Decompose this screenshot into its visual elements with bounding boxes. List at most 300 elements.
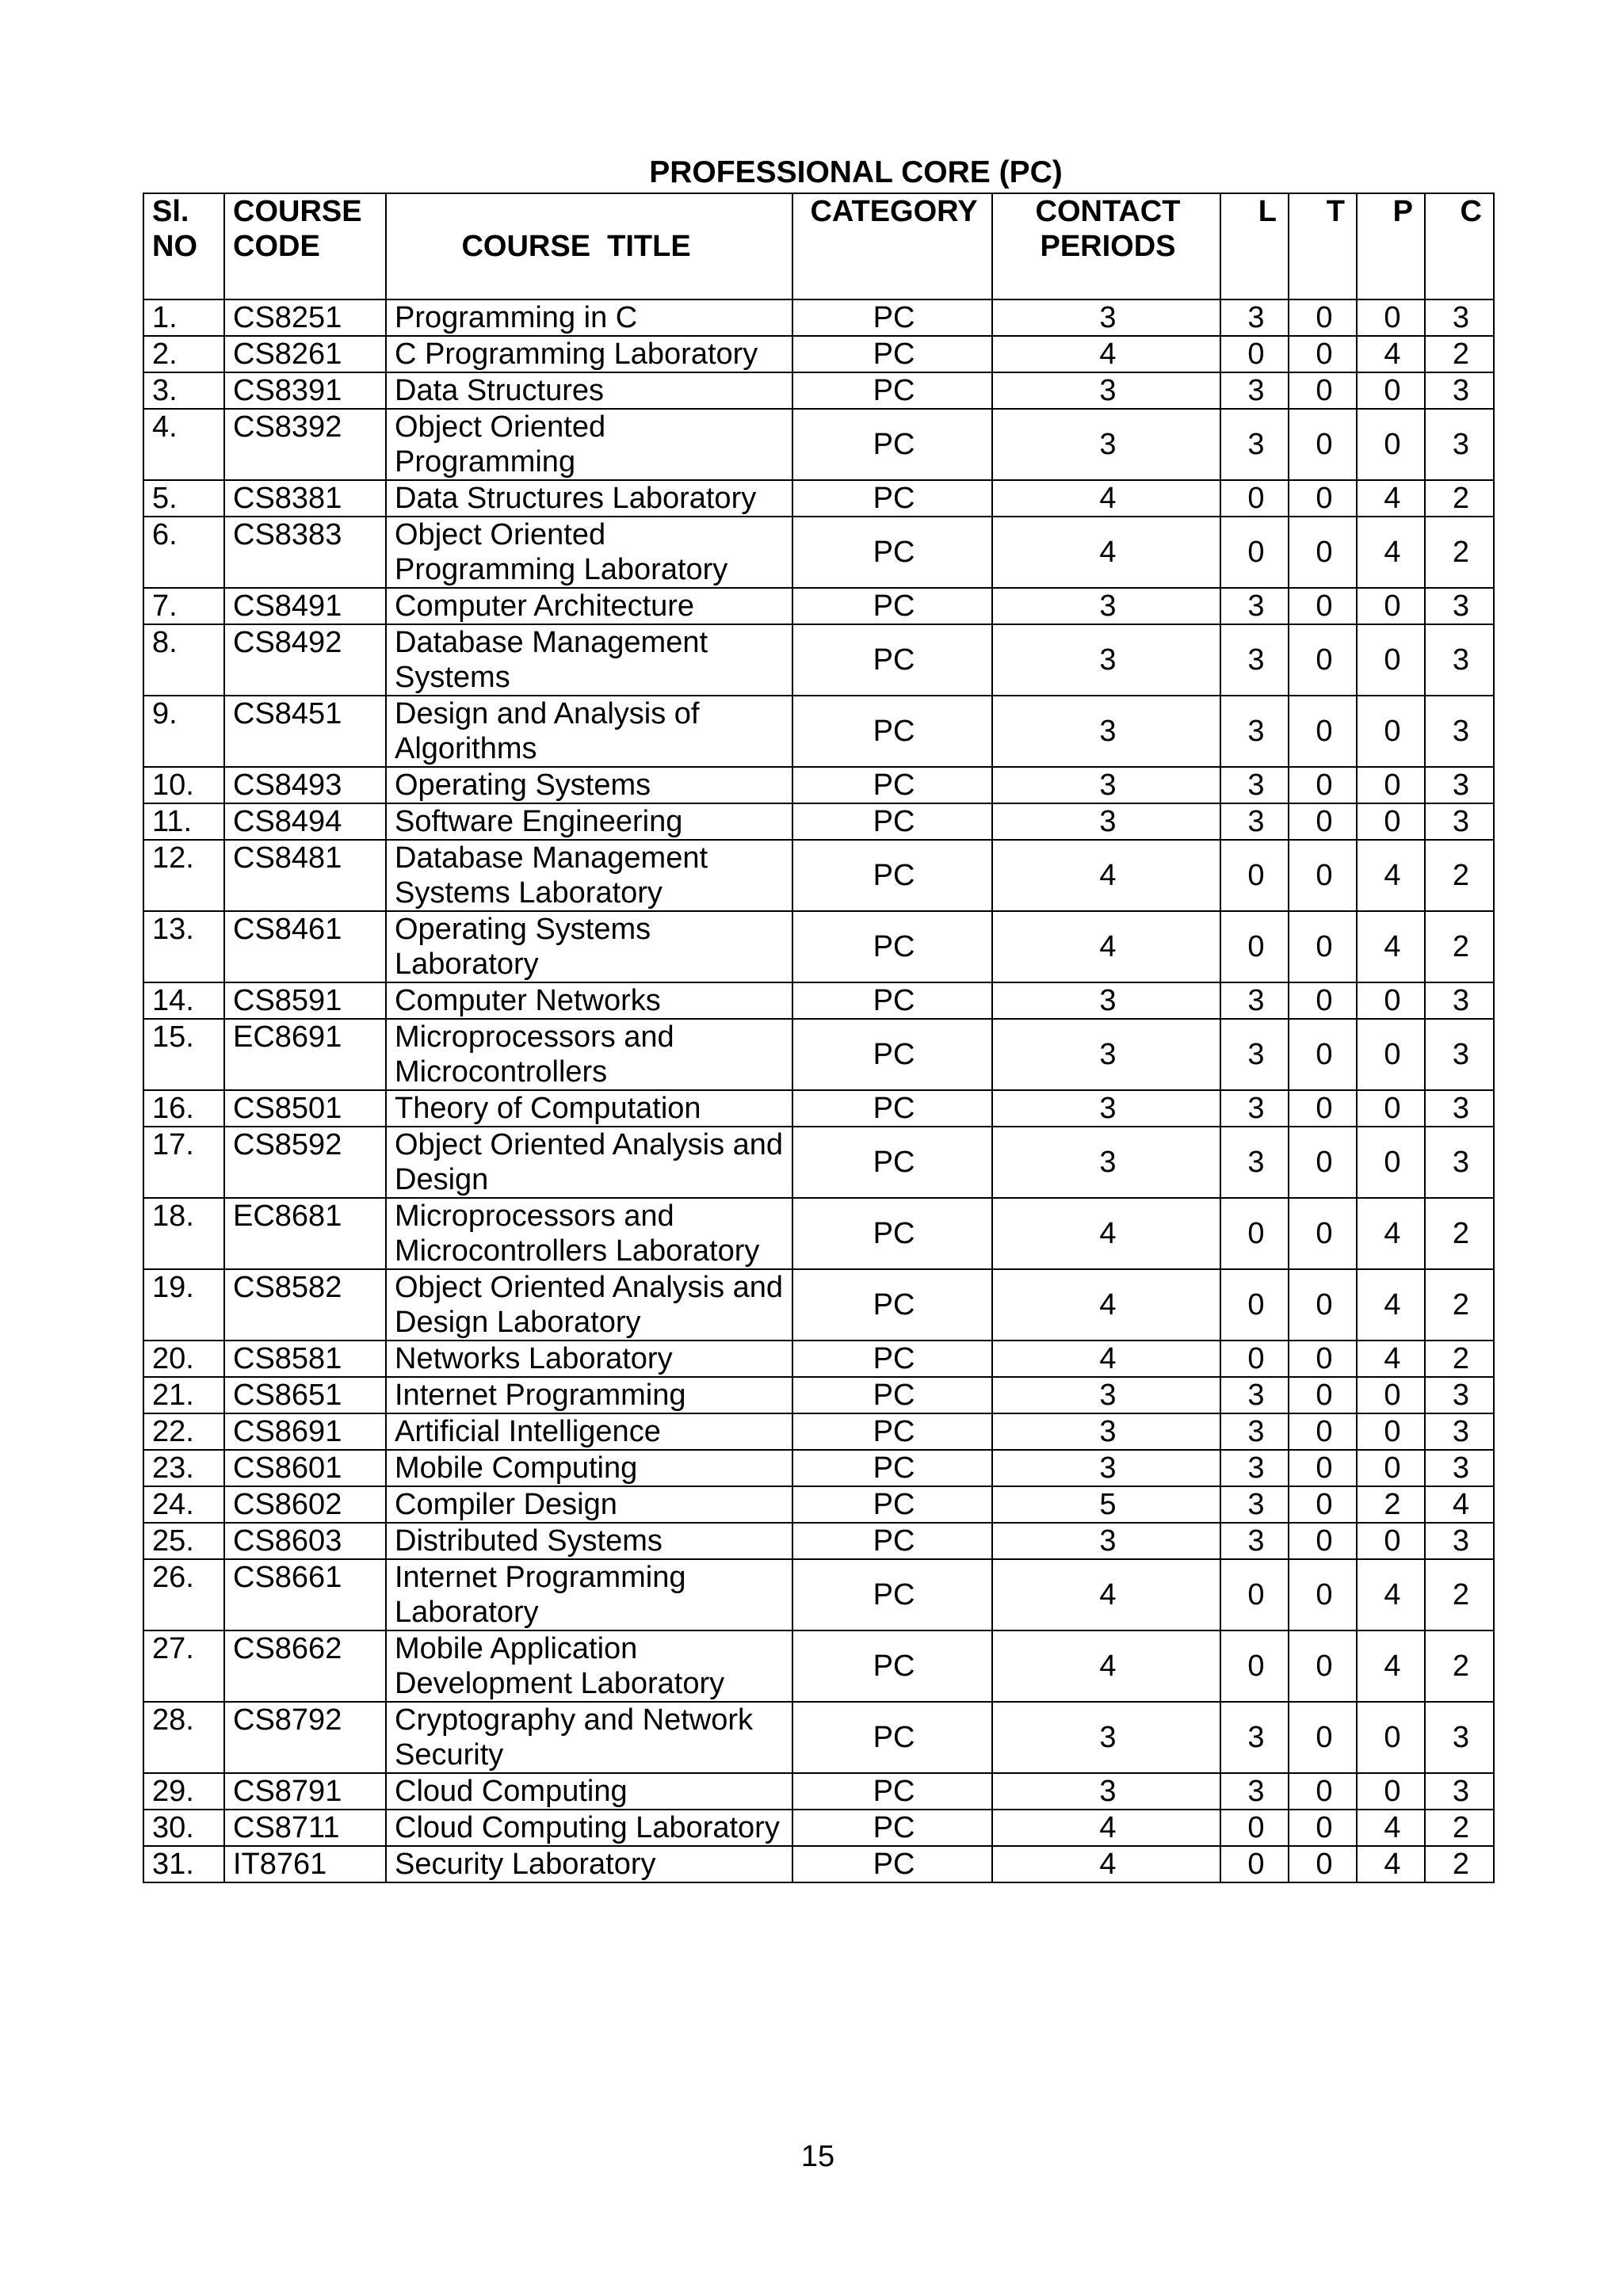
cell-p: 0 bbox=[1357, 1127, 1425, 1198]
cell-t: 0 bbox=[1289, 409, 1357, 480]
cell-contact-periods: 4 bbox=[992, 1198, 1220, 1269]
header-sl-no bbox=[143, 193, 224, 299]
cell-l: 3 bbox=[1220, 803, 1289, 840]
cell-course-title: Object Oriented Analysis and Design Laboratory bbox=[386, 1269, 792, 1341]
table-row bbox=[143, 840, 1494, 911]
header-sl-no-line2: NO bbox=[152, 230, 197, 263]
cell-course-code: CS8501 bbox=[224, 1090, 386, 1127]
cell-course-title: Design and Analysis of Algorithms bbox=[386, 696, 792, 767]
cell-l: 3 bbox=[1220, 1019, 1289, 1090]
header-course-code-line2: CODE bbox=[233, 230, 320, 263]
cell-category: PC bbox=[792, 1198, 992, 1269]
cell-t: 0 bbox=[1289, 1413, 1357, 1450]
cell-t: 0 bbox=[1289, 1198, 1357, 1269]
cell-t: 0 bbox=[1289, 1090, 1357, 1127]
cell-sl-no: 1. bbox=[143, 299, 224, 336]
cell-course-code: CS8651 bbox=[224, 1377, 386, 1413]
cell-sl-no: 2. bbox=[143, 336, 224, 372]
cell-course-title: Data Structures Laboratory bbox=[386, 480, 792, 517]
cell-course-code: CS8662 bbox=[224, 1630, 386, 1702]
cell-contact-periods: 3 bbox=[992, 696, 1220, 767]
cell-t: 0 bbox=[1289, 1341, 1357, 1377]
header-category-text: CATEGORY bbox=[810, 195, 978, 228]
cell-t: 0 bbox=[1289, 1846, 1357, 1882]
cell-course-code: CS8792 bbox=[224, 1702, 386, 1773]
cell-course-title: Database Management Systems Laboratory bbox=[386, 840, 792, 911]
cell-course-code: CS8481 bbox=[224, 840, 386, 911]
cell-l: 0 bbox=[1220, 336, 1289, 372]
cell-l: 3 bbox=[1220, 1773, 1289, 1810]
cell-p: 4 bbox=[1357, 1341, 1425, 1377]
cell-l: 0 bbox=[1220, 1810, 1289, 1846]
cell-p: 4 bbox=[1357, 1198, 1425, 1269]
cell-c: 3 bbox=[1425, 624, 1494, 696]
cell-t: 0 bbox=[1289, 1773, 1357, 1810]
cell-c: 2 bbox=[1425, 840, 1494, 911]
cell-t: 0 bbox=[1289, 299, 1357, 336]
cell-l: 0 bbox=[1220, 480, 1289, 517]
cell-category: PC bbox=[792, 767, 992, 803]
header-c bbox=[1425, 193, 1494, 299]
cell-contact-periods: 4 bbox=[992, 1846, 1220, 1882]
cell-l: 0 bbox=[1220, 840, 1289, 911]
cell-category: PC bbox=[792, 409, 992, 480]
cell-sl-no: 18. bbox=[143, 1198, 224, 1269]
cell-t: 0 bbox=[1289, 911, 1357, 982]
header-contact-periods-line2: PERIODS bbox=[1040, 230, 1176, 263]
cell-l: 3 bbox=[1220, 1127, 1289, 1198]
cell-contact-periods: 3 bbox=[992, 982, 1220, 1019]
cell-l: 3 bbox=[1220, 1523, 1289, 1559]
cell-l: 0 bbox=[1220, 1341, 1289, 1377]
cell-p: 4 bbox=[1357, 1846, 1425, 1882]
cell-sl-no: 23. bbox=[143, 1450, 224, 1486]
header-course-code bbox=[224, 193, 386, 299]
cell-p: 4 bbox=[1357, 840, 1425, 911]
header-contact-periods-line1: CONTACT bbox=[1035, 195, 1181, 228]
cell-contact-periods: 3 bbox=[992, 1523, 1220, 1559]
cell-t: 0 bbox=[1289, 840, 1357, 911]
cell-c: 2 bbox=[1425, 1810, 1494, 1846]
cell-t: 0 bbox=[1289, 1630, 1357, 1702]
cell-category: PC bbox=[792, 1846, 992, 1882]
cell-p: 4 bbox=[1357, 480, 1425, 517]
cell-category: PC bbox=[792, 1341, 992, 1377]
cell-l: 3 bbox=[1220, 1377, 1289, 1413]
cell-p: 0 bbox=[1357, 1377, 1425, 1413]
cell-course-title: Cryptography and Network Security bbox=[386, 1702, 792, 1773]
table-row bbox=[143, 372, 1494, 409]
cell-t: 0 bbox=[1289, 372, 1357, 409]
cell-course-title: Operating Systems bbox=[386, 767, 792, 803]
table-row bbox=[143, 1269, 1494, 1341]
cell-p: 4 bbox=[1357, 336, 1425, 372]
table-body bbox=[143, 299, 1494, 1882]
cell-course-code: CS8581 bbox=[224, 1341, 386, 1377]
header-category bbox=[792, 193, 992, 299]
cell-contact-periods: 3 bbox=[992, 1702, 1220, 1773]
cell-course-title: Internet Programming bbox=[386, 1377, 792, 1413]
cell-course-code: CS8601 bbox=[224, 1450, 386, 1486]
cell-c: 3 bbox=[1425, 767, 1494, 803]
cell-t: 0 bbox=[1289, 1486, 1357, 1523]
cell-c: 3 bbox=[1425, 1523, 1494, 1559]
cell-course-code: CS8251 bbox=[224, 299, 386, 336]
cell-l: 3 bbox=[1220, 696, 1289, 767]
cell-l: 0 bbox=[1220, 517, 1289, 588]
cell-p: 0 bbox=[1357, 588, 1425, 624]
cell-l: 0 bbox=[1220, 1269, 1289, 1341]
cell-course-code: CS8261 bbox=[224, 336, 386, 372]
cell-t: 0 bbox=[1289, 767, 1357, 803]
cell-category: PC bbox=[792, 840, 992, 911]
cell-sl-no: 17. bbox=[143, 1127, 224, 1198]
cell-category: PC bbox=[792, 624, 992, 696]
cell-course-title: Mobile Computing bbox=[386, 1450, 792, 1486]
cell-c: 3 bbox=[1425, 409, 1494, 480]
cell-course-title: Programming in C bbox=[386, 299, 792, 336]
cell-course-title: Computer Architecture bbox=[386, 588, 792, 624]
cell-c: 3 bbox=[1425, 982, 1494, 1019]
cell-contact-periods: 4 bbox=[992, 840, 1220, 911]
cell-sl-no: 9. bbox=[143, 696, 224, 767]
table-row bbox=[143, 1630, 1494, 1702]
cell-sl-no: 19. bbox=[143, 1269, 224, 1341]
cell-category: PC bbox=[792, 1702, 992, 1773]
cell-course-code: CS8591 bbox=[224, 982, 386, 1019]
cell-t: 0 bbox=[1289, 624, 1357, 696]
cell-c: 2 bbox=[1425, 1198, 1494, 1269]
cell-course-title: Theory of Computation bbox=[386, 1090, 792, 1127]
cell-course-title: Object Oriented Programming Laboratory bbox=[386, 517, 792, 588]
cell-sl-no: 25. bbox=[143, 1523, 224, 1559]
cell-t: 0 bbox=[1289, 1377, 1357, 1413]
header-t-text: T bbox=[1326, 195, 1345, 228]
table-row bbox=[143, 1377, 1494, 1413]
cell-sl-no: 29. bbox=[143, 1773, 224, 1810]
cell-p: 4 bbox=[1357, 1630, 1425, 1702]
cell-l: 3 bbox=[1220, 1702, 1289, 1773]
cell-course-title: Compiler Design bbox=[386, 1486, 792, 1523]
cell-l: 3 bbox=[1220, 1486, 1289, 1523]
cell-contact-periods: 4 bbox=[992, 1341, 1220, 1377]
cell-l: 3 bbox=[1220, 1413, 1289, 1450]
cell-sl-no: 6. bbox=[143, 517, 224, 588]
cell-sl-no: 21. bbox=[143, 1377, 224, 1413]
cell-sl-no: 28. bbox=[143, 1702, 224, 1773]
cell-contact-periods: 4 bbox=[992, 1630, 1220, 1702]
cell-course-title: Object Oriented Programming bbox=[386, 409, 792, 480]
cell-p: 0 bbox=[1357, 1702, 1425, 1773]
cell-c: 2 bbox=[1425, 517, 1494, 588]
table-row bbox=[143, 1090, 1494, 1127]
cell-contact-periods: 3 bbox=[992, 409, 1220, 480]
cell-category: PC bbox=[792, 336, 992, 372]
cell-course-title: Distributed Systems bbox=[386, 1523, 792, 1559]
header-course-code-line1: COURSE bbox=[233, 195, 362, 228]
cell-c: 2 bbox=[1425, 480, 1494, 517]
cell-course-code: CS8602 bbox=[224, 1486, 386, 1523]
cell-category: PC bbox=[792, 588, 992, 624]
cell-sl-no: 20. bbox=[143, 1341, 224, 1377]
table-header bbox=[143, 193, 1494, 299]
cell-course-code: CS8661 bbox=[224, 1559, 386, 1630]
cell-category: PC bbox=[792, 1559, 992, 1630]
cell-l: 0 bbox=[1220, 1630, 1289, 1702]
cell-course-code: CS8603 bbox=[224, 1523, 386, 1559]
cell-c: 3 bbox=[1425, 803, 1494, 840]
cell-course-title: Database Management Systems bbox=[386, 624, 792, 696]
table-row bbox=[143, 1341, 1494, 1377]
cell-contact-periods: 3 bbox=[992, 1377, 1220, 1413]
table-row bbox=[143, 480, 1494, 517]
header-sl-no-line1: Sl. bbox=[152, 195, 189, 228]
cell-c: 3 bbox=[1425, 1773, 1494, 1810]
cell-t: 0 bbox=[1289, 480, 1357, 517]
cell-sl-no: 11. bbox=[143, 803, 224, 840]
cell-sl-no: 13. bbox=[143, 911, 224, 982]
cell-course-title: Microprocessors and Microcontrollers bbox=[386, 1019, 792, 1090]
cell-contact-periods: 4 bbox=[992, 1269, 1220, 1341]
page-title: PROFESSIONAL CORE (PC) bbox=[649, 155, 1063, 189]
table-row bbox=[143, 982, 1494, 1019]
cell-t: 0 bbox=[1289, 696, 1357, 767]
header-l bbox=[1220, 193, 1289, 299]
cell-category: PC bbox=[792, 1486, 992, 1523]
table-row bbox=[143, 1019, 1494, 1090]
cell-t: 0 bbox=[1289, 1523, 1357, 1559]
cell-course-code: IT8761 bbox=[224, 1846, 386, 1882]
cell-category: PC bbox=[792, 1377, 992, 1413]
cell-sl-no: 7. bbox=[143, 588, 224, 624]
cell-course-code: CS8492 bbox=[224, 624, 386, 696]
cell-l: 3 bbox=[1220, 982, 1289, 1019]
cell-c: 3 bbox=[1425, 1090, 1494, 1127]
header-contact-periods bbox=[992, 193, 1220, 299]
cell-c: 2 bbox=[1425, 336, 1494, 372]
cell-contact-periods: 3 bbox=[992, 372, 1220, 409]
cell-category: PC bbox=[792, 1090, 992, 1127]
cell-sl-no: 10. bbox=[143, 767, 224, 803]
cell-course-code: CS8582 bbox=[224, 1269, 386, 1341]
cell-course-code: CS8381 bbox=[224, 480, 386, 517]
cell-t: 0 bbox=[1289, 1127, 1357, 1198]
cell-c: 2 bbox=[1425, 1341, 1494, 1377]
cell-contact-periods: 4 bbox=[992, 911, 1220, 982]
cell-contact-periods: 3 bbox=[992, 624, 1220, 696]
header-c-text: C bbox=[1460, 195, 1482, 228]
table-row bbox=[143, 1413, 1494, 1450]
cell-l: 0 bbox=[1220, 911, 1289, 982]
cell-category: PC bbox=[792, 1773, 992, 1810]
cell-course-code: CS8493 bbox=[224, 767, 386, 803]
cell-t: 0 bbox=[1289, 1810, 1357, 1846]
table-row bbox=[143, 1127, 1494, 1198]
table-row bbox=[143, 1810, 1494, 1846]
header-course-title bbox=[386, 193, 792, 299]
cell-course-title: Artificial Intelligence bbox=[386, 1413, 792, 1450]
cell-course-title: Internet Programming Laboratory bbox=[386, 1559, 792, 1630]
cell-p: 0 bbox=[1357, 1090, 1425, 1127]
cell-course-code: CS8461 bbox=[224, 911, 386, 982]
table-row bbox=[143, 588, 1494, 624]
cell-sl-no: 4. bbox=[143, 409, 224, 480]
cell-category: PC bbox=[792, 480, 992, 517]
cell-c: 2 bbox=[1425, 1269, 1494, 1341]
table-row bbox=[143, 767, 1494, 803]
cell-p: 0 bbox=[1357, 803, 1425, 840]
cell-course-code: CS8391 bbox=[224, 372, 386, 409]
cell-t: 0 bbox=[1289, 588, 1357, 624]
cell-course-title: Operating Systems Laboratory bbox=[386, 911, 792, 982]
cell-c: 3 bbox=[1425, 696, 1494, 767]
header-p bbox=[1357, 193, 1425, 299]
cell-category: PC bbox=[792, 1630, 992, 1702]
header-course-title-text: COURSE TITLE bbox=[461, 230, 691, 263]
cell-category: PC bbox=[792, 982, 992, 1019]
cell-course-title: Mobile Application Development Laboratory bbox=[386, 1630, 792, 1702]
cell-contact-periods: 3 bbox=[992, 1773, 1220, 1810]
cell-sl-no: 8. bbox=[143, 624, 224, 696]
cell-p: 0 bbox=[1357, 299, 1425, 336]
cell-sl-no: 27. bbox=[143, 1630, 224, 1702]
table-row bbox=[143, 409, 1494, 480]
cell-course-code: CS8711 bbox=[224, 1810, 386, 1846]
cell-contact-periods: 4 bbox=[992, 480, 1220, 517]
cell-l: 3 bbox=[1220, 299, 1289, 336]
table-row bbox=[143, 1773, 1494, 1810]
cell-category: PC bbox=[792, 696, 992, 767]
cell-course-code: CS8383 bbox=[224, 517, 386, 588]
table-row bbox=[143, 1450, 1494, 1486]
cell-contact-periods: 4 bbox=[992, 336, 1220, 372]
cell-contact-periods: 3 bbox=[992, 803, 1220, 840]
cell-c: 2 bbox=[1425, 1559, 1494, 1630]
cell-p: 0 bbox=[1357, 767, 1425, 803]
cell-course-title: Object Oriented Analysis and Design bbox=[386, 1127, 792, 1198]
cell-contact-periods: 3 bbox=[992, 1019, 1220, 1090]
cell-l: 3 bbox=[1220, 767, 1289, 803]
cell-c: 3 bbox=[1425, 588, 1494, 624]
cell-l: 0 bbox=[1220, 1198, 1289, 1269]
cell-p: 0 bbox=[1357, 982, 1425, 1019]
cell-sl-no: 14. bbox=[143, 982, 224, 1019]
cell-t: 0 bbox=[1289, 1559, 1357, 1630]
cell-c: 3 bbox=[1425, 1702, 1494, 1773]
cell-sl-no: 5. bbox=[143, 480, 224, 517]
page-number: 15 bbox=[800, 2140, 835, 2173]
cell-contact-periods: 3 bbox=[992, 1450, 1220, 1486]
cell-category: PC bbox=[792, 803, 992, 840]
cell-course-title: Networks Laboratory bbox=[386, 1341, 792, 1377]
cell-p: 4 bbox=[1357, 911, 1425, 982]
cell-p: 4 bbox=[1357, 1810, 1425, 1846]
cell-course-code: CS8494 bbox=[224, 803, 386, 840]
cell-course-title: Cloud Computing bbox=[386, 1773, 792, 1810]
table-row bbox=[143, 696, 1494, 767]
cell-t: 0 bbox=[1289, 1450, 1357, 1486]
cell-l: 0 bbox=[1220, 1559, 1289, 1630]
cell-c: 2 bbox=[1425, 911, 1494, 982]
cell-l: 3 bbox=[1220, 372, 1289, 409]
cell-c: 3 bbox=[1425, 1019, 1494, 1090]
cell-p: 0 bbox=[1357, 696, 1425, 767]
cell-p: 0 bbox=[1357, 624, 1425, 696]
cell-t: 0 bbox=[1289, 982, 1357, 1019]
table-row bbox=[143, 1523, 1494, 1559]
table-row bbox=[143, 1486, 1494, 1523]
cell-contact-periods: 4 bbox=[992, 1559, 1220, 1630]
cell-contact-periods: 4 bbox=[992, 517, 1220, 588]
cell-p: 0 bbox=[1357, 1523, 1425, 1559]
cell-category: PC bbox=[792, 299, 992, 336]
table-row bbox=[143, 911, 1494, 982]
cell-l: 3 bbox=[1220, 624, 1289, 696]
cell-sl-no: 30. bbox=[143, 1810, 224, 1846]
cell-contact-periods: 3 bbox=[992, 1127, 1220, 1198]
cell-t: 0 bbox=[1289, 517, 1357, 588]
cell-category: PC bbox=[792, 911, 992, 982]
cell-contact-periods: 4 bbox=[992, 1810, 1220, 1846]
cell-category: PC bbox=[792, 1269, 992, 1341]
cell-c: 2 bbox=[1425, 1846, 1494, 1882]
cell-t: 0 bbox=[1289, 336, 1357, 372]
cell-course-code: EC8681 bbox=[224, 1198, 386, 1269]
table-row bbox=[143, 517, 1494, 588]
cell-course-title: Security Laboratory bbox=[386, 1846, 792, 1882]
table-row bbox=[143, 299, 1494, 336]
cell-c: 3 bbox=[1425, 1450, 1494, 1486]
cell-l: 3 bbox=[1220, 409, 1289, 480]
cell-sl-no: 31. bbox=[143, 1846, 224, 1882]
cell-c: 3 bbox=[1425, 372, 1494, 409]
cell-sl-no: 22. bbox=[143, 1413, 224, 1450]
cell-t: 0 bbox=[1289, 803, 1357, 840]
table-row bbox=[143, 1846, 1494, 1882]
cell-p: 0 bbox=[1357, 409, 1425, 480]
cell-p: 4 bbox=[1357, 1559, 1425, 1630]
cell-contact-periods: 3 bbox=[992, 588, 1220, 624]
header-l-text: L bbox=[1258, 195, 1277, 228]
cell-course-title: Data Structures bbox=[386, 372, 792, 409]
cell-course-title: Software Engineering bbox=[386, 803, 792, 840]
cell-category: PC bbox=[792, 1810, 992, 1846]
cell-c: 3 bbox=[1425, 299, 1494, 336]
cell-category: PC bbox=[792, 1450, 992, 1486]
table-row bbox=[143, 336, 1494, 372]
header-t bbox=[1289, 193, 1357, 299]
cell-course-title: Computer Networks bbox=[386, 982, 792, 1019]
cell-contact-periods: 5 bbox=[992, 1486, 1220, 1523]
cell-course-code: CS8791 bbox=[224, 1773, 386, 1810]
cell-course-code: CS8392 bbox=[224, 409, 386, 480]
cell-course-code: CS8691 bbox=[224, 1413, 386, 1450]
cell-contact-periods: 3 bbox=[992, 1413, 1220, 1450]
cell-contact-periods: 3 bbox=[992, 1090, 1220, 1127]
cell-category: PC bbox=[792, 517, 992, 588]
cell-category: PC bbox=[792, 1019, 992, 1090]
cell-contact-periods: 3 bbox=[992, 767, 1220, 803]
cell-course-code: CS8491 bbox=[224, 588, 386, 624]
table-row bbox=[143, 1198, 1494, 1269]
cell-p: 2 bbox=[1357, 1486, 1425, 1523]
cell-category: PC bbox=[792, 1413, 992, 1450]
table-row bbox=[143, 803, 1494, 840]
cell-course-title: Cloud Computing Laboratory bbox=[386, 1810, 792, 1846]
cell-p: 0 bbox=[1357, 372, 1425, 409]
table-row bbox=[143, 624, 1494, 696]
cell-l: 3 bbox=[1220, 1090, 1289, 1127]
